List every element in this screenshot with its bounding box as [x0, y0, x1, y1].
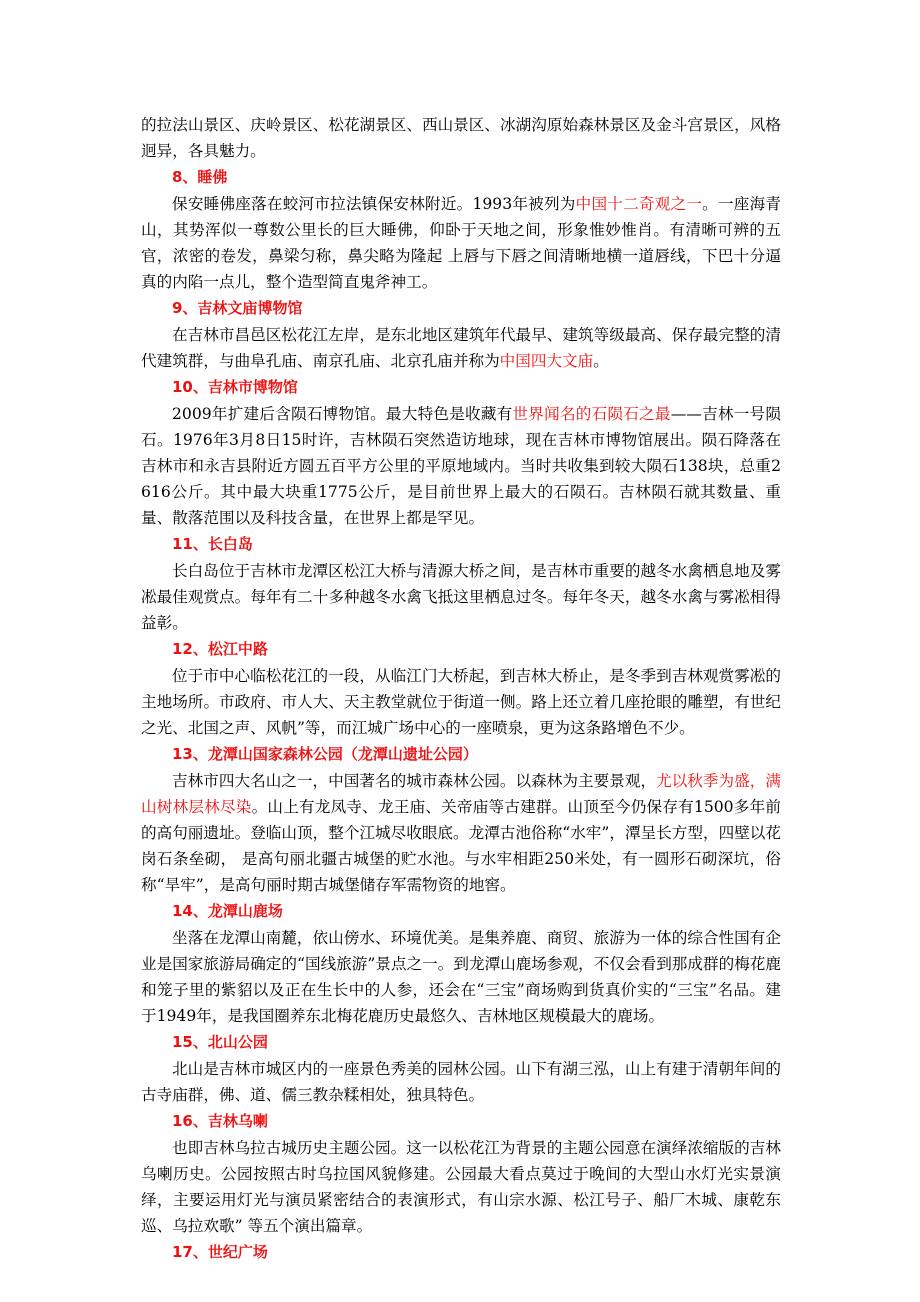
intro-paragraph: 的拉法山景区、庆岭景区、松花湖景区、西山景区、冰湖沟原始森林景区及金斗宫景区，风格迥异，各具魅力。	[141, 116, 781, 160]
section-heading: 17、世纪广场	[172, 1243, 268, 1261]
body-text: 位于市中心临松花江的一段，从临江门大桥起，到吉林大桥止，是冬季到吉林观赏雾凇的主地场所。市政府、市人大、天主教堂就位于街道一侧。路上还立着几座抢眼的雕塑，有世纪之光、北国之声、风帆”等，而江城广场中心的一座喷泉，更为这条路增色不少。	[141, 667, 781, 737]
section-paragraph	[141, 768, 781, 898]
section-heading: 14、龙潭山鹿场	[172, 902, 283, 920]
section-heading: 10、吉林市博物馆	[172, 378, 298, 396]
body-text: 吉林市四大名山之一，中国著名的城市森林公园。以森林为主要景观，	[172, 772, 657, 790]
section-paragraph	[141, 1135, 781, 1239]
highlighted-text: 中国十二奇观之一	[575, 195, 703, 213]
section-heading: 12、松江中路	[172, 640, 268, 658]
section-heading: 11、长白岛	[172, 535, 253, 553]
highlighted-text: 尤以秋季为盛，满山树林层林尽染	[141, 772, 781, 816]
section-paragraph	[141, 322, 781, 374]
body-text: 也即吉林乌拉古城历史主题公园。这一以松花江为背景的主题公园意在演绎浓缩版的吉林乌喇历史。公园按照古时乌拉国风貌修建。公园最大看点莫过于晚间的大型山水灯光实景演绎，主要运用灯光与演员紧密结合的表演形式，有山宗水源、松江号子、船厂木城、康乾东巡、乌拉欢歌” 等五个演出篇章。	[141, 1139, 781, 1235]
section-heading: 16、吉林乌喇	[172, 1112, 268, 1130]
section-heading: 8、睡佛	[172, 168, 228, 186]
section-paragraph	[141, 191, 781, 295]
body-text: 保安睡佛座落在蛟河市拉法镇保安林附近。1993年被列为	[172, 195, 576, 213]
body-text: ——吉林一号陨石。1976年3月8日15时许，吉林陨石突然造访地球，现在吉林市博物馆展出。陨石降落在吉林市和永吉县附近方圆五百平方公里的平原地域内。当时共收集到较大陨石138块，总重2616公斤。其中最大块重1775公斤，是目前世界上最大的石陨石。吉林陨石就其数量、重量、散落范围以及科技含量，在世界上都是罕见。	[141, 405, 781, 527]
section-paragraph	[141, 925, 781, 1029]
section-heading: 9、吉林文庙博物馆	[172, 299, 303, 317]
document-body	[141, 112, 781, 1266]
body-text: 2009年扩建后含陨石博物馆。最大特色是收藏有	[172, 405, 513, 423]
body-text: 长白岛位于吉林市龙潭区松江大桥与清源大桥之间，是吉林市重要的越冬水禽栖息地及雾凇最佳观赏点。每年有二十多种越冬水禽飞抵这里栖息过冬。每年冬天，越冬水禽与雾凇相得益彰。	[141, 562, 781, 632]
section-heading: 13、龙潭山国家森林公园（龙潭山遗址公园）	[172, 745, 478, 763]
sections-container	[141, 164, 781, 1265]
highlighted-text: 世界闻名的石陨石之最	[512, 405, 671, 423]
section-paragraph	[141, 558, 781, 636]
section-heading: 15、北山公园	[172, 1033, 268, 1051]
body-text: 北山是吉林市城区内的一座景色秀美的园林公园。山下有湖三泓，山上有建于清朝年间的古寺庙群，佛、道、儒三教杂糅相处，独具特色。	[141, 1060, 781, 1104]
section-paragraph	[141, 401, 781, 531]
body-text: 在吉林市昌邑区松花江左岸，是东北地区建筑年代最早、建筑等级最高、保存最完整的清代建筑群，与曲阜孔庙、南京孔庙、北京孔庙并称为	[141, 326, 781, 370]
section-paragraph	[141, 663, 781, 741]
body-text: 。山上有龙凤寺、龙王庙、关帝庙等古建群。山顶至今仍保存有1500多年前的高句丽遗址。登临山顶，整个江城尽收眼底。龙潭古池俗称“水牢”，潭呈长方型，四壁以花岗石条垒砌， 是高句丽北疆古城堡的贮水池。与水牢相距250米处，有一圆形石砌深坑，俗称“旱牢”，是高句丽时期古城堡储存军需物资的地窖。	[141, 798, 781, 894]
highlighted-text: 中国四大文庙	[499, 352, 594, 370]
body-text: 坐落在龙潭山南麓，依山傍水、环境优美。是集养鹿、商贸、旅游为一体的综合性国有企业是国家旅游局确定的“国线旅游”景点之一。到龙潭山鹿场参观，不仅会看到那成群的梅花鹿和笼子里的紫貂以及正在生长中的人参，还会在“三宝”商场购到货真价实的“三宝”名品。建于1949年，是我国圈养东北梅花鹿历史最悠久、吉林地区规模最大的鹿场。	[141, 929, 781, 1025]
body-text: 。一座海青山，其势浑似一尊数公里长的巨大睡佛，仰卧于天地之间，形象惟妙惟肖。有清晰可辨的五官，浓密的卷发，鼻梁匀称，鼻尖略为隆起 上唇与下唇之间清晰地横一道唇线，下巴十分逼真的内陷一点儿，整个造型简直鬼斧神工。	[141, 195, 781, 291]
section-paragraph	[141, 1056, 781, 1108]
body-text: 。	[593, 352, 609, 370]
